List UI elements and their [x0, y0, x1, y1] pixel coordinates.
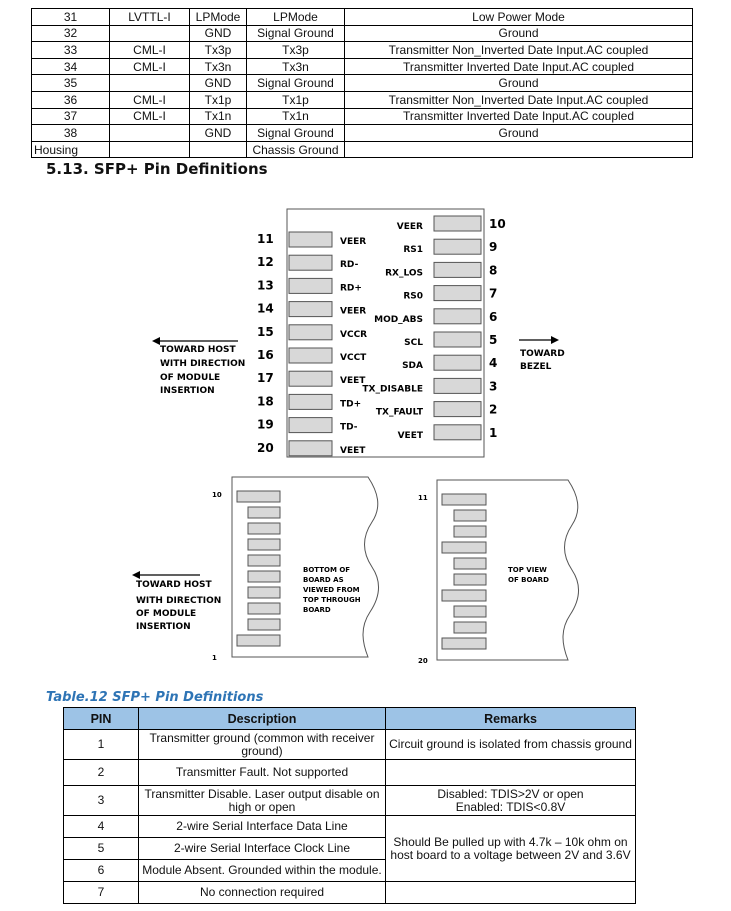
- remarks-cell: Should Be pulled up with 4.7k – 10k ohm on host board to a voltage between 2V and 3.6V: [386, 816, 636, 882]
- bezel-arrow-head-icon: [551, 336, 559, 344]
- connector-outline: [287, 209, 484, 457]
- pin-number-19: 19: [257, 417, 274, 432]
- pin-signal-5: SCL: [404, 338, 423, 348]
- pin-signal-9: RS1: [403, 245, 423, 256]
- contact-pad-17: [289, 371, 332, 386]
- type-cell: [110, 25, 190, 42]
- name-cell: GND: [190, 75, 247, 92]
- toward-host-lower-line: INSERTION: [136, 622, 191, 632]
- pin-signal-15: VCCR: [340, 329, 368, 340]
- type-cell: LVTTL-I: [110, 9, 190, 26]
- host-arrow-head-icon: [152, 337, 160, 345]
- logic-cell: Signal Ground: [247, 25, 345, 42]
- type-cell: CML-I: [110, 91, 190, 108]
- type-cell: [110, 141, 190, 158]
- description-cell: Transmitter Inverted Date Input.AC coupled: [345, 108, 693, 125]
- toward-host-lower-line: WITH DIRECTION: [136, 596, 222, 606]
- description-cell: Transmitter Fault. Not supported: [139, 760, 386, 786]
- pin-number-17: 17: [257, 371, 274, 386]
- bottom-last-pin-label: 1: [212, 654, 217, 662]
- pin-cell: 38: [32, 125, 110, 142]
- header-row: [64, 708, 636, 730]
- contact-pad-2: [434, 402, 481, 417]
- pin-cell: 2: [64, 760, 139, 786]
- remarks-cell: [386, 882, 636, 904]
- contact-pad-8: [434, 262, 481, 277]
- contact-pad-5: [434, 332, 481, 347]
- bottom-view-label-line: BOARD: [303, 606, 331, 614]
- contact-pad-11: [289, 232, 332, 247]
- description-cell: Transmitter ground (common with receiver ground): [139, 730, 386, 760]
- table-row: [32, 42, 693, 59]
- type-cell: [110, 75, 190, 92]
- top-first-pin-label: 11: [418, 494, 428, 502]
- pin-signal-16: VCCT: [340, 353, 367, 363]
- pin-number-4: 4: [489, 356, 498, 371]
- pin-signal-18: TD+: [340, 399, 362, 410]
- description-cell: Ground: [345, 75, 693, 92]
- top-pad-group: [442, 494, 486, 649]
- name-cell: Tx1p: [190, 91, 247, 108]
- pin-cell: 1: [64, 730, 139, 760]
- table-row: [32, 9, 693, 26]
- bottom-contact-pad: [248, 603, 280, 614]
- pin-signal-1: VEET: [397, 430, 423, 441]
- top-contact-pad: [454, 558, 486, 569]
- pin-number-11: 11: [257, 232, 274, 246]
- bottom-contact-pad: [248, 571, 280, 582]
- contact-pad-9: [434, 239, 481, 254]
- description-cell: 2-wire Serial Interface Clock Line: [139, 838, 386, 860]
- table-row: [32, 91, 693, 108]
- bottom-view-label-line: BOTTOM OF: [303, 566, 351, 574]
- contact-pad-20: [289, 441, 332, 456]
- contact-pad-7: [434, 286, 481, 301]
- pin-signal-3: TX_DISABLE: [362, 384, 423, 395]
- pin-signal-19: TD-: [340, 422, 358, 433]
- description-cell: Module Absent. Grounded within the module.: [139, 860, 386, 882]
- pin-cell: 3: [64, 786, 139, 816]
- logic-cell: Tx3n: [247, 58, 345, 75]
- pin-cell: 5: [64, 838, 139, 860]
- pin-number-8: 8: [489, 263, 498, 278]
- logic-cell: Signal Ground: [247, 125, 345, 142]
- bottom-contact-pad: [248, 507, 280, 518]
- bottom-contact-pad: [237, 491, 280, 502]
- pin-cell: 7: [64, 882, 139, 904]
- description-cell: Transmitter Disable. Laser output disable on high or open: [139, 786, 386, 816]
- pin-cell: 4: [64, 816, 139, 838]
- description-cell: Transmitter Non_Inverted Date Input.AC coupled: [345, 42, 693, 59]
- table-row: [32, 75, 693, 92]
- contact-pad-19: [289, 418, 332, 433]
- bottom-view-label-line: TOP THROUGH: [303, 596, 361, 604]
- toward-host-line: WITH DIRECTION: [160, 359, 246, 369]
- description-cell: Ground: [345, 125, 693, 142]
- type-cell: CML-I: [110, 58, 190, 75]
- table-row: [32, 108, 693, 125]
- name-cell: Tx3n: [190, 58, 247, 75]
- name-cell: LPMode: [190, 9, 247, 26]
- remarks-cell: Disabled: TDIS>2V or open Enabled: TDIS<0.8V: [386, 786, 636, 816]
- type-cell: CML-I: [110, 42, 190, 59]
- top-last-pin-label: 20: [418, 657, 428, 665]
- pin-number-1: 1: [489, 425, 498, 440]
- remarks-cell: [386, 760, 636, 786]
- description-cell: [345, 141, 693, 158]
- contact-pad-3: [434, 378, 481, 393]
- right-pin-group: [362, 216, 505, 441]
- top-contact-pad: [454, 510, 486, 521]
- contact-pad-4: [434, 355, 481, 370]
- toward-host-lower-line: TOWARD HOST: [136, 580, 212, 590]
- table-row: [32, 25, 693, 42]
- name-cell: GND: [190, 125, 247, 142]
- pin-signal-8: RX_LOS: [385, 268, 423, 279]
- logic-cell: Tx1p: [247, 91, 345, 108]
- pin-signal-10: VEER: [396, 222, 423, 232]
- pin-signal-11: VEER: [340, 237, 367, 247]
- contact-pad-10: [434, 216, 481, 231]
- pin-signal-2: TX_FAULT: [375, 407, 423, 418]
- contact-pad-18: [289, 394, 332, 409]
- contact-pad-6: [434, 309, 481, 324]
- pin-cell: 6: [64, 860, 139, 882]
- bottom-contact-pad: [248, 619, 280, 630]
- pin-signal-13: RD+: [340, 283, 362, 294]
- bottom-board-outline: [232, 477, 379, 657]
- table-row: [64, 882, 636, 904]
- bottom-contact-pad: [248, 555, 280, 566]
- pin-table: [31, 8, 693, 158]
- description-cell: Low Power Mode: [345, 9, 693, 26]
- toward-host-line: OF MODULE: [160, 373, 221, 383]
- toward-bezel-line: BEZEL: [520, 362, 552, 372]
- host-arrow-head-lower-icon: [132, 571, 140, 579]
- pin-signal-4: SDA: [402, 361, 423, 372]
- name-cell: GND: [190, 25, 247, 42]
- top-contact-pad: [454, 526, 486, 537]
- pin-cell: 36: [32, 91, 110, 108]
- toward-host-lower-line: OF MODULE: [136, 609, 197, 619]
- pin-number-9: 9: [489, 240, 498, 255]
- pin-number-16: 16: [257, 348, 274, 362]
- pin-signal-7: RS0: [403, 291, 423, 302]
- table-caption: Table.12 SFP+ Pin Definitions: [46, 690, 264, 705]
- left-pin-group: [257, 232, 367, 456]
- top-view-label-line: TOP VIEW: [508, 566, 547, 574]
- pin-number-10: 10: [489, 217, 506, 231]
- contact-pad-14: [289, 302, 332, 317]
- top-contact-pad: [454, 606, 486, 617]
- logic-cell: Chassis Ground: [247, 141, 345, 158]
- table-row: [32, 58, 693, 75]
- contact-pad-1: [434, 425, 481, 440]
- name-cell: Tx3p: [190, 42, 247, 59]
- pin-cell: 31: [32, 9, 110, 26]
- pin-number-3: 3: [489, 379, 498, 394]
- toward-host-line: TOWARD HOST: [160, 345, 236, 355]
- toward-host-line: INSERTION: [160, 386, 215, 396]
- pin-signal-20: VEET: [340, 445, 366, 456]
- bottom-first-pin-label: 10: [212, 491, 222, 499]
- column-header-description: Description: [139, 708, 386, 730]
- table-row: [32, 141, 693, 158]
- logic-cell: Signal Ground: [247, 75, 345, 92]
- pin-number-20: 20: [257, 440, 274, 455]
- table-row: [64, 816, 636, 838]
- pin-signal-6: MOD_ABS: [374, 314, 423, 325]
- section-heading: 5.13. SFP+ Pin Definitions: [46, 160, 268, 178]
- top-contact-pad: [454, 574, 486, 585]
- description-cell: No connection required: [139, 882, 386, 904]
- pin-number-12: 12: [257, 255, 274, 270]
- logic-cell: LPMode: [247, 9, 345, 26]
- bottom-contact-pad: [248, 539, 280, 550]
- pin-number-14: 14: [257, 301, 274, 316]
- description-cell: Ground: [345, 25, 693, 42]
- top-view-label-line: OF BOARD: [508, 576, 549, 584]
- bottom-contact-pad: [237, 635, 280, 646]
- logic-cell: Tx1n: [247, 108, 345, 125]
- name-cell: Tx1n: [190, 108, 247, 125]
- table-row: [64, 760, 636, 786]
- logic-cell: Tx3p: [247, 42, 345, 59]
- pin-signal-12: RD-: [340, 260, 359, 271]
- bottom-contact-pad: [248, 587, 280, 598]
- description-cell: Transmitter Inverted Date Input.AC coupled: [345, 58, 693, 75]
- table-row: [32, 125, 693, 142]
- description-cell: Transmitter Non_Inverted Date Input.AC coupled: [345, 91, 693, 108]
- column-header-pin: PIN: [64, 708, 139, 730]
- bottom-pad-group: [237, 491, 280, 646]
- pin-number-7: 7: [489, 286, 498, 301]
- bottom-view-label-line: VIEWED FROM: [303, 586, 360, 594]
- contact-pad-15: [289, 325, 332, 340]
- pin-number-18: 18: [257, 394, 274, 409]
- pin-number-2: 2: [489, 402, 498, 417]
- contact-pad-13: [289, 278, 332, 293]
- pin-cell: Housing: [32, 141, 110, 158]
- top-contact-pad: [442, 590, 486, 601]
- top-board-outline: [437, 480, 579, 660]
- table-row: [64, 786, 636, 816]
- top-contact-pad: [442, 542, 486, 553]
- pin-cell: 37: [32, 108, 110, 125]
- top-contact-pad: [442, 494, 486, 505]
- pin-number-6: 6: [489, 309, 498, 324]
- pin-number-13: 13: [257, 278, 274, 293]
- pin-number-5: 5: [489, 333, 498, 347]
- bottom-contact-pad: [248, 523, 280, 534]
- contact-pad-12: [289, 255, 332, 270]
- type-cell: CML-I: [110, 108, 190, 125]
- pin-cell: 33: [32, 42, 110, 59]
- pin-cell: 34: [32, 58, 110, 75]
- pin-cell: 35: [32, 75, 110, 92]
- toward-bezel-line: TOWARD: [520, 349, 565, 359]
- remarks-cell: Circuit ground is isolated from chassis ground: [386, 730, 636, 760]
- description-cell: 2-wire Serial Interface Data Line: [139, 816, 386, 838]
- pin-signal-17: VEET: [340, 376, 366, 387]
- pin-signal-14: VEER: [340, 306, 367, 317]
- pin-cell: 32: [32, 25, 110, 42]
- top-contact-pad: [454, 622, 486, 633]
- pin-definitions-table: [63, 707, 636, 904]
- pin-number-15: 15: [257, 324, 274, 339]
- top-contact-pad: [442, 638, 486, 649]
- type-cell: [110, 125, 190, 142]
- name-cell: [190, 141, 247, 158]
- contact-pad-16: [289, 348, 332, 363]
- table-row: [64, 730, 636, 760]
- column-header-remarks: Remarks: [386, 708, 636, 730]
- bottom-view-label-line: BOARD AS: [303, 576, 344, 584]
